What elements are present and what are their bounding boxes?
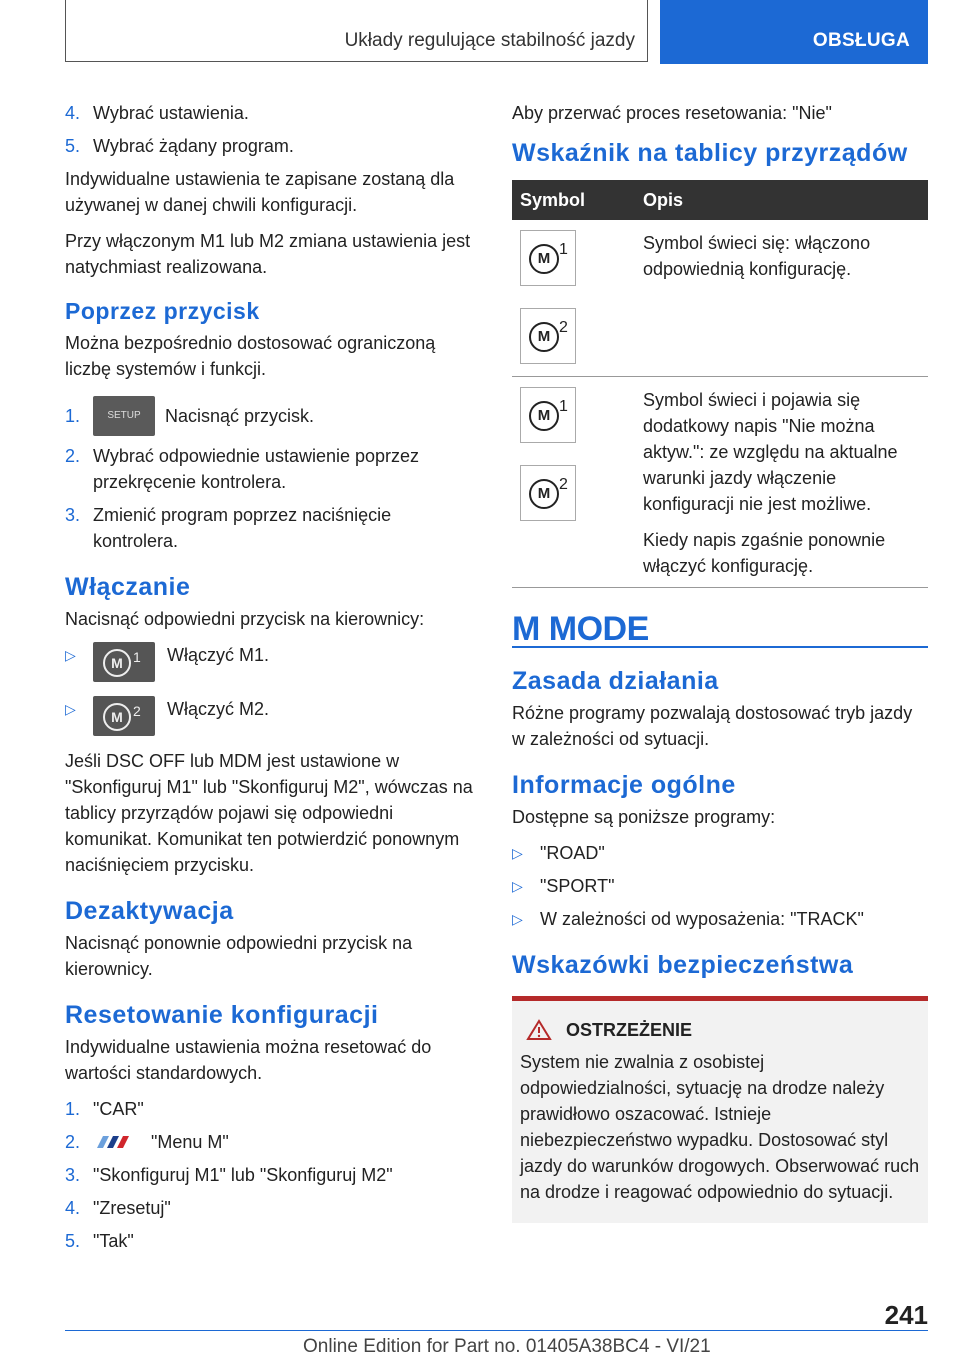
superscript: 1: [133, 649, 141, 665]
list-text: "Skonfiguruj M1" lub "Skonfiguruj M2": [93, 1165, 393, 1185]
list-number: 5.: [65, 1231, 81, 1251]
list-number: 1.: [65, 1099, 81, 1119]
list-item: [512, 906, 928, 932]
m-letter: M: [529, 401, 559, 431]
heading-resetowanie: Resetowanie konfiguracji: [65, 1001, 379, 1029]
heading-dezaktywacja: Dezaktywacja: [65, 897, 234, 925]
edition-text: Online Edition for Part no. 01405A38BC4 - VI/21: [303, 1336, 711, 1357]
heading-wskazowki: Wskazówki bezpieczeństwa: [512, 951, 854, 979]
list-item: [65, 1162, 478, 1188]
list-text: W zależności od wyposażenia: "TRACK": [540, 909, 864, 929]
paragraph: Przy włączonym M1 lub M2 zmiana ustawienia jest natychmiast realizowana.: [65, 231, 471, 277]
list-text: "CAR": [93, 1099, 144, 1119]
list-item: [512, 873, 928, 899]
section-title: Układy regulujące stabilność jazdy: [344, 30, 635, 51]
list-item: [65, 696, 478, 736]
footer-divider: [65, 1330, 928, 1331]
list-text: Wybrać odpowiednie ustawienie poprzez przekręcenie kontrolera.: [93, 446, 420, 492]
list-item: [65, 642, 478, 682]
paragraph: Nacisnąć odpowiedni przycisk na kierownicy:: [65, 609, 425, 629]
setup-button-icon: SETUP: [93, 396, 155, 436]
warning-title-text: OSTRZEŻENIE: [566, 1020, 693, 1040]
list-item: [65, 133, 478, 159]
list-text: Włączyć M1.: [167, 645, 270, 665]
m1-symbol-icon: [520, 230, 576, 286]
paragraph: Można bezpośrednio dostosować ograniczoną liczbę systemów i funkcji.: [65, 333, 436, 379]
m-logo-icon: [93, 1134, 143, 1150]
heading-wskaznik: Wskaźnik na tablicy przyrządów: [512, 139, 908, 167]
triangle-bullet-icon: ▷: [65, 647, 76, 663]
paragraph: Indywidualne ustawienia te zapisane zostaną dla używanej w danej chwili konfiguracji.: [65, 169, 455, 215]
left-column: [65, 100, 478, 1261]
heading-informacje: Informacje ogólne: [512, 771, 736, 799]
m1-button-icon: [93, 642, 155, 682]
chapter-tab-label: OBSŁUGA: [812, 30, 910, 51]
triangle-bullet-icon: ▷: [65, 701, 76, 717]
table-row: [512, 377, 928, 588]
paragraph: Kiedy napis zgaśnie ponownie włączyć konfigurację.: [643, 530, 886, 576]
warning-text: System nie zwalnia z osobistej odpowiedzialności, sytuację na drodze należy prawidłowo oszacować. Istnieje niebezpieczeństwo wypadku. Dostosować styl jazdy do warunków drogowych. Obserwować ruch na drodze i reagować odpowiednio do sytuacji.: [520, 1052, 920, 1202]
heading-wlaczanie: Włączanie: [65, 573, 191, 601]
warning-triangle-icon: [526, 1019, 552, 1041]
paragraph: Różne programy pozwalają dostosować tryb jazdy w zależności od sytuacji.: [512, 703, 913, 749]
paragraph: Jeśli DSC OFF lub MDM jest ustawione w "Skonfiguruj M1" lub "Skonfiguruj M2", wówczas na tablicy przyrządów pojawi się odpowiedni komunikat. Komunikat ten potwierdzić ponownym naciśnięciem przycisku.: [65, 751, 473, 875]
m1-symbol-icon: [520, 387, 576, 443]
warning-title: [520, 1017, 920, 1043]
symbol-cell: [512, 377, 635, 588]
list-number: 2.: [65, 1132, 81, 1152]
list-item: [65, 1096, 478, 1122]
triangle-bullet-icon: ▷: [512, 845, 523, 861]
column-header: Opis: [635, 180, 928, 220]
list-text: "Zresetuj": [93, 1198, 171, 1218]
triangle-bullet-icon: ▷: [512, 878, 523, 894]
list-text: Nacisnąć przycisk.: [165, 406, 315, 426]
paragraph: Nacisnąć ponownie odpowiedni przycisk na kierownicy.: [65, 933, 413, 979]
heading-zasada: Zasada działania: [512, 667, 719, 695]
m2-symbol-icon: [520, 308, 576, 364]
list-item: [65, 502, 478, 554]
list-number: 3.: [65, 1165, 81, 1185]
table-header-row: [512, 180, 928, 220]
heading-poprzez-przycisk: Poprzez przycisk: [65, 298, 260, 324]
m2-button-icon: [93, 696, 155, 736]
list-item: [65, 396, 478, 436]
list-item: [65, 1129, 478, 1155]
paragraph: Indywidualne ustawienia można resetować do wartości standardowych.: [65, 1037, 432, 1083]
superscript: 2: [559, 476, 568, 493]
superscript: 1: [559, 241, 568, 258]
heading-m-mode: M MODE: [512, 616, 928, 648]
list-item: [512, 840, 928, 866]
list-number: 5.: [65, 136, 81, 156]
superscript: 2: [559, 319, 568, 336]
list-text: "Menu M": [151, 1132, 229, 1152]
list-item: [65, 1228, 478, 1254]
list-number: 1.: [65, 406, 81, 426]
description-cell: [635, 377, 928, 588]
paragraph: Symbol świeci i pojawia się dodatkowy napis "Nie można aktyw.": ze względu na aktualne warunki jazdy włączenie konfiguracji nie jest możliwe.: [643, 390, 898, 514]
list-text: "Tak": [93, 1231, 134, 1251]
m-letter: M: [529, 479, 559, 509]
list-text: Wybrać żądany program.: [93, 136, 294, 156]
m-letter: M: [529, 244, 559, 274]
list-number: 4.: [65, 1198, 81, 1218]
page-number: 241: [884, 1300, 928, 1330]
table-row: [512, 220, 928, 377]
list-number: 2.: [65, 446, 81, 466]
list-item: [65, 443, 478, 495]
warning-box: [512, 996, 928, 1223]
list-text: "SPORT": [540, 876, 615, 896]
paragraph: Aby przerwać proces resetowania: "Nie": [512, 103, 832, 123]
m-letter: M: [529, 322, 559, 352]
indicator-table: [512, 180, 928, 588]
paragraph: Dostępne są poniższe programy:: [512, 807, 776, 827]
m-letter: M: [103, 703, 131, 731]
list-text: "ROAD": [540, 843, 605, 863]
page-header: [65, 0, 928, 64]
chapter-tab[interactable]: [660, 0, 928, 64]
m2-symbol-icon: [520, 465, 576, 521]
triangle-bullet-icon: ▷: [512, 911, 523, 927]
description-cell: Symbol świeci się: włączono odpowiednią konfigurację.: [635, 220, 928, 377]
list-item: [65, 100, 478, 126]
list-text: Wybrać ustawienia.: [93, 103, 249, 123]
right-column: [512, 100, 928, 1223]
m-letter: M: [103, 649, 131, 677]
column-header: Symbol: [512, 180, 635, 220]
section-title-box: [65, 0, 648, 62]
symbol-cell: [512, 220, 635, 377]
list-text: Zmienić program poprzez naciśnięcie kontrolera.: [93, 505, 392, 551]
list-text: Włączyć M2.: [167, 699, 270, 719]
list-item: [65, 1195, 478, 1221]
list-number: 3.: [65, 505, 81, 525]
list-number: 4.: [65, 103, 81, 123]
superscript: 2: [133, 703, 141, 719]
superscript: 1: [559, 398, 568, 415]
